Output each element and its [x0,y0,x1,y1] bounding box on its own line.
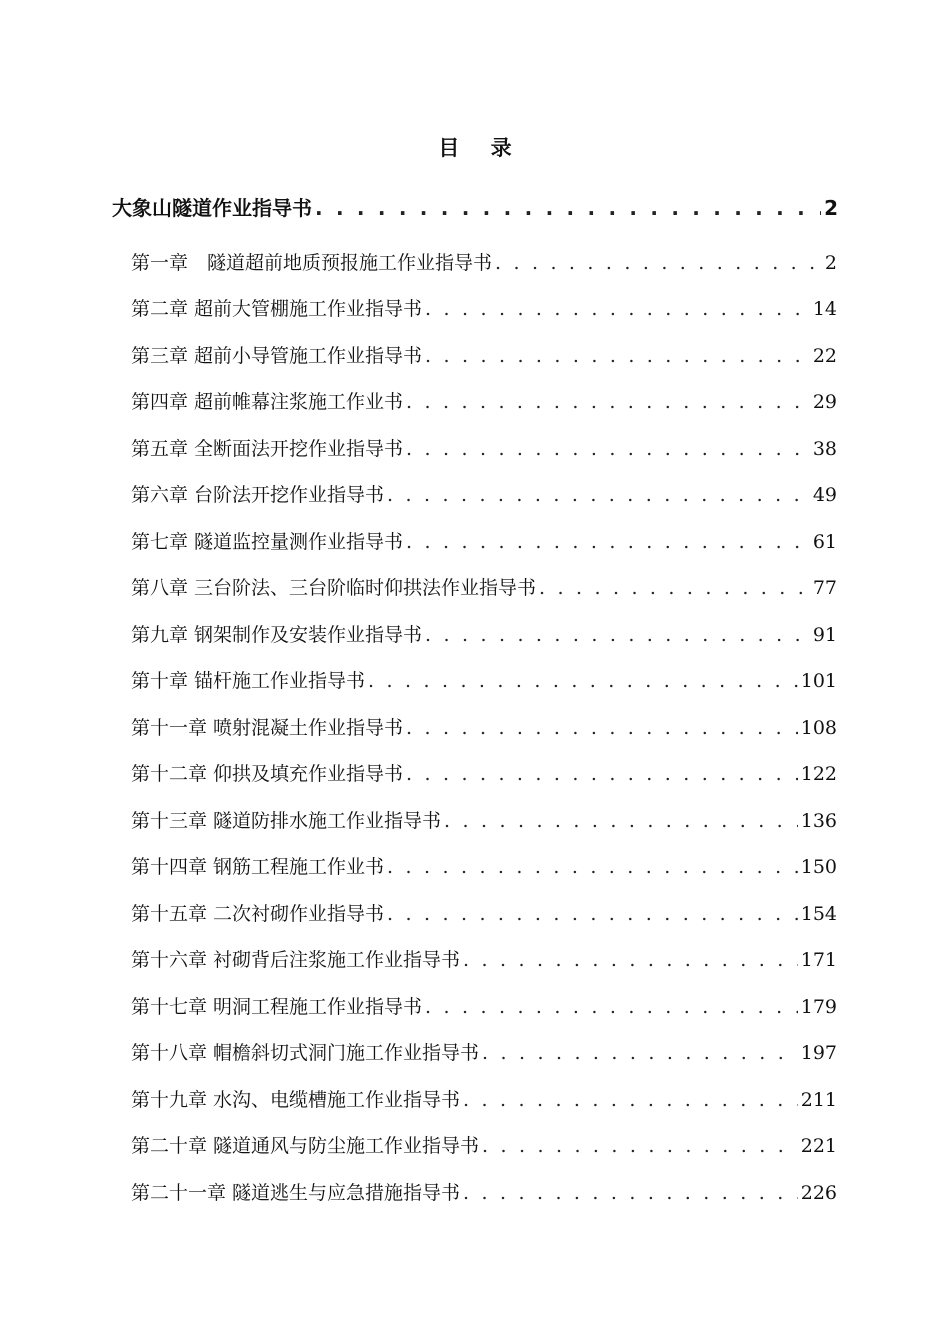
toc-entry-text: 第十五章 二次衬砌作业指导书 [131,903,385,925]
toc-entry-chapter[interactable] [131,992,837,1019]
toc-leader-dots [425,996,798,1018]
toc-leader-dots [482,1042,798,1064]
toc-entry-text: 第二十章 隧道通风与防尘施工作业指导书 [131,1135,480,1157]
toc-entry-text: 第二章 超前大管棚施工作业指导书 [131,298,423,320]
toc-entry-page: 108 [800,717,837,739]
toc-entry-text: 第五章 全断面法开挖作业指导书 [131,438,404,460]
toc-entry-chapter[interactable] [131,341,837,368]
toc-leader-dots [425,624,810,646]
toc-leader-dots [425,345,810,367]
toc-entry-text: 第十六章 衬砌背后注浆施工作业指导书 [131,949,461,971]
toc-entry-page: 171 [800,949,837,971]
toc-entry-page: 2 [824,196,838,220]
toc-entry-page: 14 [812,298,837,320]
toc-entry-text: 第四章 超前帷幕注浆施工作业书 [131,391,404,413]
toc-entry-chapter[interactable] [131,480,837,507]
toc-entry-page: 61 [812,531,837,553]
toc-entry-chapter[interactable] [131,852,837,879]
toc-entry-text: 第八章 三台阶法、三台阶临时仰拱法作业指导书 [131,577,537,599]
toc-leader-dots [406,391,810,413]
toc-entry-chapter[interactable] [131,294,837,321]
toc-leader-dots [463,1089,798,1111]
toc-entry-text: 第六章 台阶法开挖作业指导书 [131,484,385,506]
toc-entry-chapter[interactable] [131,573,837,600]
toc-entry-chapter[interactable] [131,899,837,926]
toc-entry-chapter[interactable] [131,387,837,414]
toc-entry-text: 第十八章 帽檐斜切式洞门施工作业指导书 [131,1042,480,1064]
toc-entry-chapter[interactable] [131,759,837,786]
toc-entry-page: 122 [800,763,837,785]
toc-entry-chapter[interactable] [131,527,837,554]
toc-leader-dots [425,298,810,320]
toc-entry-page: 101 [800,670,837,692]
toc-entry-text: 第三章 超前小导管施工作业指导书 [131,345,423,367]
toc-entry-main[interactable] [112,192,838,221]
toc-entry-chapter[interactable] [131,945,837,972]
toc-entry-page: 211 [800,1089,837,1111]
toc-entry-text: 第十九章 水沟、电缆槽施工作业指导书 [131,1089,461,1111]
toc-entry-chapter[interactable] [131,713,837,740]
toc-leader-dots [387,856,798,878]
toc-entry-page: 150 [800,856,837,878]
toc-entry-page: 77 [812,577,837,599]
toc-entry-chapter[interactable] [131,806,837,833]
toc-entry-text: 第十七章 明洞工程施工作业指导书 [131,996,423,1018]
toc-leader-dots [315,196,821,220]
toc-leader-dots [406,531,810,553]
toc-entry-page: 197 [800,1042,837,1064]
toc-entry-text: 第二十一章 隧道逃生与应急措施指导书 [131,1182,461,1204]
toc-entry-chapter[interactable] [131,1178,837,1205]
toc-leader-dots [387,903,798,925]
toc-entry-page: 91 [812,624,837,646]
toc-entry-page: 49 [812,484,837,506]
toc-entry-text: 第十三章 隧道防排水施工作业指导书 [131,810,442,832]
toc-leader-dots [444,810,798,832]
toc-entry-text: 第十章 锚杆施工作业指导书 [131,670,366,692]
toc-entry-chapter[interactable] [131,1131,837,1158]
toc-entry-page: 29 [812,391,837,413]
toc-entry-page: 226 [800,1182,837,1204]
toc-leader-dots [406,717,798,739]
toc-entry-chapter[interactable] [131,666,837,693]
toc-entry-page: 221 [800,1135,837,1157]
toc-entry-chapter[interactable] [131,434,837,461]
toc-entry-page: 136 [800,810,837,832]
toc-entry-text: 第十四章 钢筋工程施工作业书 [131,856,385,878]
toc-entry-chapter[interactable] [131,248,837,275]
toc-title: 目 录 [438,136,524,160]
toc-entry-text: 大象山隧道作业指导书 [112,196,312,220]
toc-leader-dots [482,1135,798,1157]
toc-entry-chapter[interactable] [131,620,837,647]
toc-entry-page: 2 [824,252,837,274]
toc-leader-dots [463,949,798,971]
toc-entry-text: 第十一章 喷射混凝土作业指导书 [131,717,404,739]
toc-leader-dots [368,670,798,692]
toc-leader-dots [463,1182,798,1204]
toc-entry-page: 38 [812,438,837,460]
toc-entry-text: 第七章 隧道监控量测作业指导书 [131,531,404,553]
toc-leader-dots [406,438,810,460]
toc-leader-dots [387,484,810,506]
toc-leader-dots [495,252,822,274]
toc-entry-chapter[interactable] [131,1038,837,1065]
toc-entry-chapter[interactable] [131,1085,837,1112]
toc-entry-page: 22 [812,345,837,367]
toc-entry-text: 第九章 钢架制作及安装作业指导书 [131,624,423,646]
toc-entry-text: 第十二章 仰拱及填充作业指导书 [131,763,404,785]
toc-entry-page: 154 [800,903,837,925]
toc-entry-text: 第一章 隧道超前地质预报施工作业指导书 [131,252,493,274]
toc-entry-page: 179 [800,996,837,1018]
toc-leader-dots [539,577,810,599]
toc-leader-dots [406,763,798,785]
